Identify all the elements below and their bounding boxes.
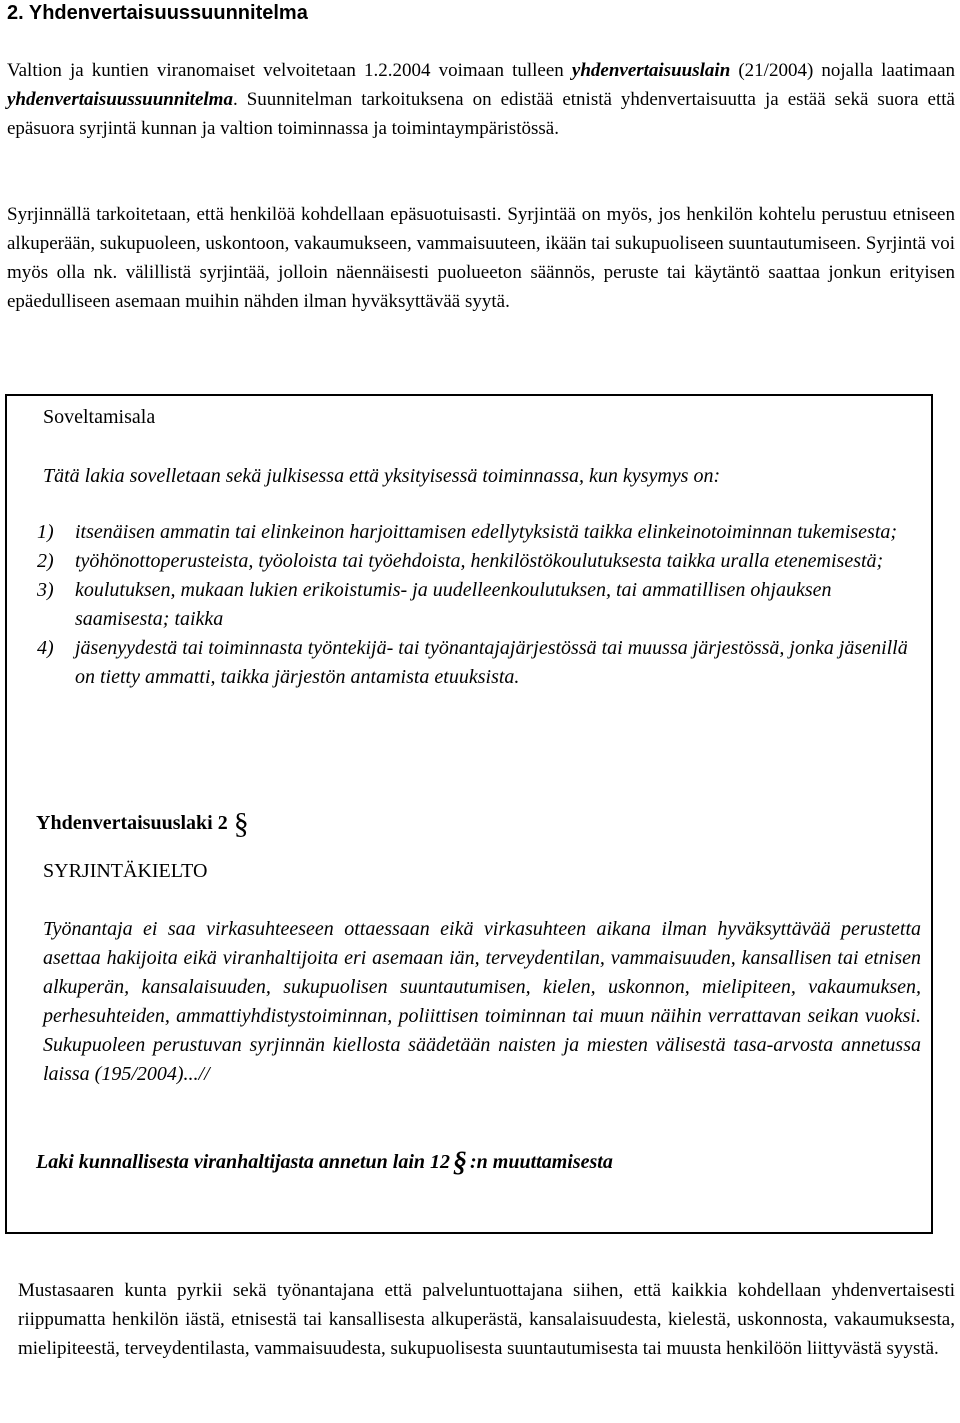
- law-title: [36, 809, 249, 838]
- list-number: 3): [37, 579, 54, 601]
- closing-text-2: :n muuttamisesta: [470, 1151, 613, 1173]
- list-number: 1): [37, 521, 54, 543]
- closing-law-reference: [36, 1148, 613, 1177]
- intro-text-2: (21/2004) nojalla laatimaan: [730, 60, 956, 81]
- list-number: 2): [37, 550, 54, 572]
- list-text: koulutuksen, mukaan lukien erikoistumis- ja uudelleenkoulutuksen, tai ammatillisen ohjauksen saamisesta; taikka: [75, 579, 832, 630]
- intro-text-3: . Suunnitelman tarkoituksena on edistää etnistä yhdenvertaisuutta ja estää sekä suora että epäsuora syrjintä kunnan ja valtion toiminnassa ja toimintaympäristössä.: [7, 89, 955, 139]
- discrimination-paragraph: Syrjinnällä tarkoitetaan, että henkilöä kohdellaan epäsuotuisasti. Syrjintää on myös, jos henkilön kohtelu perustuu etniseen alkuperään, sukupuoleen, uskontoon, vakaumukseen, vammaisuuteen, ikään tai sukupuoliseen suuntautumiseen. Syrjintä voi myös olla nk. välillistä syrjintää, jolloin näennäisesti puolueeton säännös, peruste tai käytäntö saattaa jonkun erityisen epäedulliseen asemaan muihin nähden ilman hyväksyttävää syytä.: [7, 204, 955, 312]
- list-item: [37, 634, 917, 692]
- list-number: 4): [37, 637, 54, 659]
- list-text: itsenäisen ammatin tai elinkeinon harjoittamisen edellytyksistä taikka elinkeinotoiminnan tukemisesta;: [75, 521, 898, 543]
- plan-name: yhdenvertaisuussuunnitelma: [7, 89, 233, 110]
- law-subheading: SYRJINTÄKIELTO: [43, 860, 208, 882]
- list-item: [37, 576, 917, 634]
- box-intro: Tätä lakia sovelletaan sekä julkisessa että yksityisessä toiminnassa, kun kysymys on:: [43, 465, 721, 487]
- municipality-paragraph: Mustasaaren kunta pyrkii sekä työnantajana että palveluntuottajana siihen, että kaikkia kohdellaan yhdenvertaisesti riippumatta henkilön iästä, etnisestä tai kansallisesta alkuperästä, kansalaisuudesta, kielestä, uskonnosta, vakaumuksesta, mielipiteestä, terveydentilasta, vammaisuudesta, sukupuolisesta suuntautumisesta tai muusta henkilöön liittyvästä syystä.: [18, 1280, 955, 1359]
- list-text: jäsenyydestä tai toiminnasta työntekijä- tai työnantajajärjestössä tai muussa järjestössä, jonka jäsenillä on tietty ammatti, taikka järjestön antamista etuuksista.: [75, 637, 908, 688]
- intro-text-1: Valtion ja kuntien viranomaiset velvoitetaan 1.2.2004 voimaan tulleen: [7, 60, 572, 81]
- box-caption: Soveltamisala: [43, 406, 156, 428]
- section-sign: §: [233, 807, 249, 840]
- list-text: työhönottoperusteista, työoloista tai työehdoista, henkilöstökoulutuksesta taikka uralla etenemisestä;: [75, 550, 884, 572]
- scope-list: [37, 518, 917, 692]
- list-item: [37, 547, 917, 576]
- law-title-text: Yhdenvertaisuuslaki 2: [36, 812, 228, 834]
- closing-section-sign: §: [453, 1147, 468, 1178]
- law-name: yhdenvertaisuuslain: [571, 60, 731, 81]
- intro-paragraph: [7, 56, 955, 143]
- closing-text-1: Laki kunnallisesta viranhaltijasta annetun lain 12: [36, 1151, 451, 1173]
- section-heading: 2. Yhdenvertaisuussuunnitelma: [7, 2, 308, 24]
- law-excerpt-box: [5, 394, 933, 1234]
- law-text: Työnantaja ei saa virkasuhteeseen ottaessaan eikä virkasuhteen aikana ilman hyväksyttävää perustetta asettaa hakijoita eikä viranhaltijoita eri asemaan iän, terveydentilan, vammaisuuden, kansallisen tai etnisen alkuperän, kansalaisuuden, sukupuolisen suuntautumisen, kielen, uskonnon, mielipiteen, vakaumuksen, perhesuhteiden, ammattiyhdistystoiminnan, poliittisen toiminnan tai muun näihin verrattavan seikan vuoksi. Sukupuoleen perustuvan syrjinnän kiellosta säädetään naisten ja miesten välisestä tasa-arvosta annetussa laissa (195/2004)...//: [43, 918, 921, 1085]
- list-item: [37, 518, 917, 547]
